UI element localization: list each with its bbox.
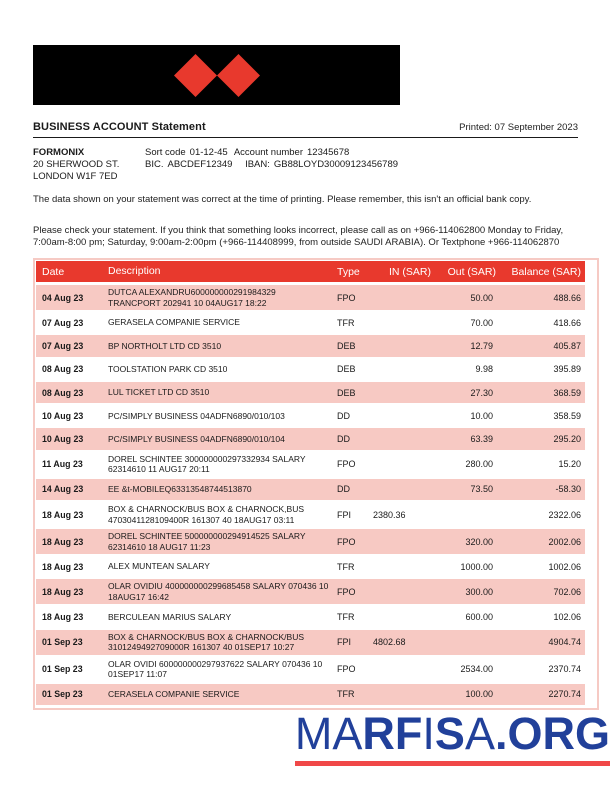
cell-out: 50.00 [470, 292, 493, 303]
cell-type: DD [337, 410, 350, 421]
bank-logo-banner [33, 45, 400, 105]
cell-balance: 4904.74 [548, 637, 581, 648]
table-header-row [36, 261, 585, 285]
cell-type: FPO [337, 586, 356, 597]
cell-in: 4802.68 [373, 637, 406, 648]
column-header-balance: Balance (SAR) [511, 265, 581, 278]
cell-balance: 295.20 [553, 434, 581, 445]
bank-hexagon-icon [174, 54, 260, 97]
cell-description: GERASELA COMPANIE SERVICE [108, 317, 240, 328]
cell-out: 2534.00 [460, 664, 493, 675]
account-block [33, 147, 583, 183]
cell-description: OLAR OVIDI 600000000297937622 SALARY 070436 10 01SEP17 11:07 [108, 658, 323, 680]
cell-description: BP NORTHOLT LTD CD 3510 [108, 340, 222, 351]
cell-balance: 405.87 [553, 340, 581, 351]
cell-type: DD [337, 484, 350, 495]
cell-type: FPO [337, 459, 356, 470]
statement-content [33, 0, 583, 710]
cell-out: 300.00 [465, 586, 493, 597]
cell-type: DD [337, 434, 350, 445]
cell-description: PC/SIMPLY BUSINESS 04ADFN6890/010/104 [108, 433, 285, 444]
cell-date: 10 Aug 23 [42, 434, 84, 445]
cell-type: FPI [337, 637, 352, 648]
cell-type: TFR [337, 612, 355, 623]
table-row [36, 479, 585, 502]
cell-balance: 102.06 [553, 612, 581, 623]
cell-date: 18 Aug 23 [42, 561, 84, 572]
cell-date: 01 Sep 23 [42, 689, 83, 700]
cell-date: 11 Aug 23 [42, 459, 83, 470]
cell-balance: 15.20 [558, 459, 581, 470]
cell-out: 320.00 [465, 536, 493, 547]
cell-out: 100.00 [465, 689, 493, 700]
cell-description: DOREL SCHINTEE 500000000294914525 SALARY 62314610 18 AUG17 11:23 [108, 531, 306, 552]
cell-balance: 368.59 [553, 387, 581, 398]
watermark-letter: S [434, 708, 465, 759]
cell-balance: 395.89 [553, 364, 581, 375]
cell-date: 18 Aug 23 [42, 509, 84, 520]
cell-out: 73.50 [470, 484, 493, 495]
cell-balance: 2002.06 [548, 536, 581, 547]
table-row [36, 529, 585, 556]
table-row [36, 285, 585, 312]
cell-description: BOX & CHARNOCK/BUS BOX & CHARNOCK/BUS 3101249492709000R 161307 40 01SEP17 10:27 [108, 631, 305, 653]
table-row [36, 452, 585, 479]
watermark-letter: R [362, 708, 395, 759]
bic-iban-line [145, 159, 402, 171]
table-row [36, 502, 585, 529]
cell-date: 08 Aug 23 [42, 387, 84, 398]
cell-out: 280.00 [465, 459, 493, 470]
watermark-letter: O [507, 708, 543, 759]
cell-out: 12.79 [470, 340, 493, 351]
table-body [36, 285, 585, 707]
watermark-letter: . [494, 708, 508, 759]
watermark-letter: M [294, 708, 333, 759]
table-row [36, 579, 585, 606]
sort-code-label: Sort code [145, 147, 186, 158]
header-divider [33, 137, 578, 138]
check-statement-notice: Please check your statement. If you think that something looks incorrect, please call as on +966-114062800 Monday to Friday, 7:00am-8:00 pm; Saturday, 9:00am-2:00pm (+966-114408999, from outside SAUDI ARABIA). Or Textphone +966-114062870 [33, 225, 564, 248]
cell-date: 07 Aug 23 [42, 340, 84, 351]
cell-date: 01 Sep 23 [42, 664, 83, 675]
cell-balance: 702.06 [553, 586, 581, 597]
cell-balance: -58.30 [555, 484, 581, 495]
watermark-letter: A [464, 708, 495, 759]
transactions-table [33, 258, 599, 710]
cell-date: 01 Sep 23 [42, 637, 83, 648]
cell-date: 08 Aug 23 [42, 364, 84, 375]
cell-description: OLAR OVIDIU 400000000299685458 SALARY 070436 10 18AUG17 16:42 [108, 581, 329, 602]
account-number-value: 12345678 [307, 147, 350, 158]
cell-date: 04 Aug 23 [42, 292, 84, 303]
address-line-1: 20 SHERWOOD ST. [33, 159, 120, 170]
bic-label: BIC. [145, 159, 164, 170]
cell-description: ALEX MUNTEAN SALARY [108, 561, 210, 572]
address-line-2: LONDON W1F 7ED [33, 171, 118, 182]
cell-type: FPO [337, 292, 356, 303]
cell-type: TFR [337, 689, 355, 700]
column-header-date: Date [42, 265, 65, 278]
table-row [36, 606, 585, 629]
statement-title: BUSINESS ACCOUNT Statement [33, 121, 206, 133]
cell-out: 63.39 [470, 434, 493, 445]
cell-balance: 1002.06 [548, 561, 581, 572]
cell-description: BERCULEAN MARIUS SALARY [108, 611, 232, 622]
cell-type: TFR [337, 317, 355, 328]
site-watermark [294, 708, 610, 766]
column-header-in: IN (SAR) [389, 265, 431, 278]
cell-description: CERASELA COMPANIE SERVICE [108, 689, 240, 700]
cell-date: 18 Aug 23 [42, 586, 84, 597]
cell-balance: 418.66 [553, 317, 581, 328]
cell-date: 07 Aug 23 [42, 317, 84, 328]
cell-balance: 2370.74 [548, 664, 581, 675]
printed-date: Printed: 07 September 2023 [459, 122, 578, 133]
account-details [145, 147, 402, 183]
cell-type: DEB [337, 387, 356, 398]
column-header-type: Type [337, 265, 360, 278]
cell-date: 10 Aug 23 [42, 410, 84, 421]
cell-description: BOX & CHARNOCK/BUS BOX & CHARNOCK,BUS 4703041128109400R 161307 40 18AUG17 03:11 [108, 504, 305, 525]
watermark-letter: G [574, 708, 610, 759]
watermark-letter: A [332, 708, 363, 759]
cell-description: DUTCA ALEXANDRU600000000291984329 TRANCPORT 202941 10 04AUG17 18:22 [108, 287, 276, 308]
cell-type: FPO [337, 536, 356, 547]
watermark-letter: R [542, 708, 575, 759]
cell-type: TFR [337, 561, 355, 572]
cell-out: 9.98 [475, 364, 493, 375]
table-row [36, 359, 585, 382]
cell-out: 10.00 [470, 410, 493, 421]
sort-code-value: 01-12-45 [189, 147, 228, 158]
column-header-description: Description [108, 265, 161, 278]
cell-balance: 488.66 [553, 292, 581, 303]
cell-date: 14 Aug 23 [42, 484, 84, 495]
cell-date: 18 Aug 23 [42, 612, 84, 623]
data-correct-notice: The data shown on your statement was correct at the time of printing. Please remember, this isn't an official bank copy. [33, 194, 532, 205]
account-number-label: Account number [233, 147, 304, 158]
cell-balance: 2270.74 [548, 689, 581, 700]
cell-balance: 2322.06 [548, 509, 581, 520]
cell-out: 1000.00 [460, 561, 493, 572]
table-row [36, 630, 585, 657]
column-header-out: Out (SAR) [447, 265, 496, 278]
cell-out: 27.30 [470, 387, 493, 398]
watermark-letter: F [394, 708, 423, 759]
cell-description: EE &t-MOBILEQ63313548744513870 [108, 484, 252, 495]
bic-value: ABCDEF12349 [167, 159, 233, 170]
cell-out: 600.00 [465, 612, 493, 623]
cell-description: PC/SIMPLY BUSINESS 04ADFN6890/010/103 [108, 410, 285, 421]
watermark-text [294, 708, 610, 766]
cell-description: LUL TICKET LTD CD 3510 [108, 387, 210, 398]
table-row [36, 657, 585, 684]
iban-value: GB88LOYD30009123456789 [273, 159, 399, 170]
sort-code-line [145, 147, 402, 159]
cell-type: DEB [337, 340, 356, 351]
iban-label: IBAN: [245, 159, 270, 170]
watermark-letter: I [422, 708, 435, 759]
account-address [33, 147, 145, 183]
table-row [36, 405, 585, 428]
cell-type: FPO [337, 664, 356, 675]
table-row [36, 428, 585, 451]
table-row [36, 335, 585, 358]
cell-description: DOREL SCHINTEE 300000000297332934 SALARY 62314610 11 AUG17 20:11 [108, 453, 306, 475]
cell-description: TOOLSTATION PARK CD 3510 [108, 363, 228, 374]
cell-out: 70.00 [470, 317, 493, 328]
account-holder-name: FORMONIX [33, 147, 85, 158]
cell-balance: 358.59 [553, 410, 581, 421]
table-row [36, 556, 585, 579]
table-row [36, 312, 585, 335]
table-row [36, 382, 585, 405]
statement-header [33, 121, 578, 133]
cell-type: FPI [337, 509, 352, 520]
cell-date: 18 Aug 23 [42, 536, 84, 547]
table-row [36, 684, 585, 707]
cell-in: 2380.36 [373, 509, 406, 520]
cell-type: DEB [337, 364, 356, 375]
